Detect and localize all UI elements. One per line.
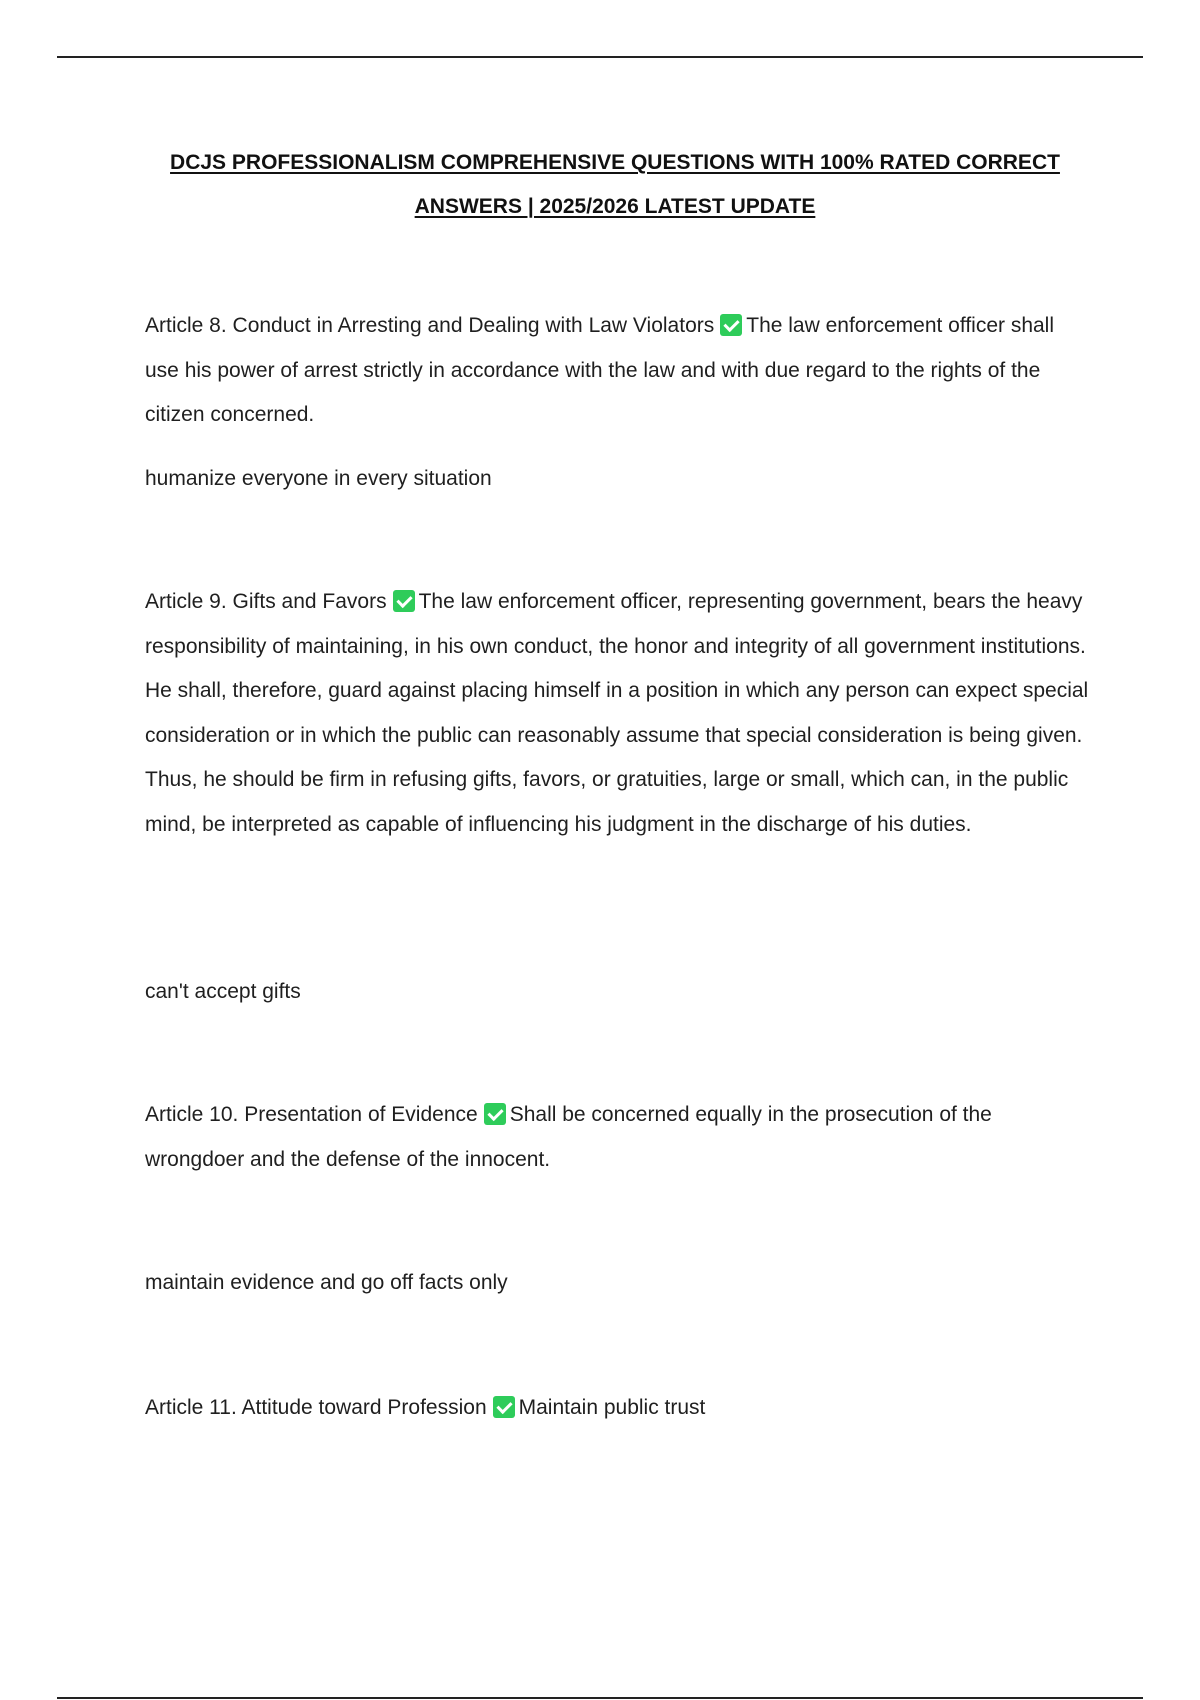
question-text: Article 8. Conduct in Arresting and Dealing with Law Violators: [145, 314, 715, 337]
header-rule: [57, 56, 1143, 58]
study-note: humanize everyone in every situation: [145, 467, 492, 490]
title-line-1: DCJS PROFESSIONALISM COMPREHENSIVE QUESTIONS WITH 100% RATED CORRECT: [170, 151, 1060, 174]
check-mark-icon: [493, 1396, 515, 1418]
qa-entry-article-8: [145, 304, 1090, 438]
footer-rule: [57, 1697, 1143, 1699]
check-mark-icon: [484, 1103, 506, 1125]
qa-entry-article-10: [145, 1093, 1090, 1182]
title-line-2: ANSWERS | 2025/2026 LATEST UPDATE: [414, 195, 816, 218]
page-title: [145, 141, 1085, 229]
qa-entry-article-11: [145, 1386, 1090, 1431]
check-mark-icon: [720, 314, 742, 336]
answer-text: The law enforcement officer shall use his power of arrest strictly in accordance with the law and with due regard to the rights of the citizen concerned.: [145, 314, 1055, 426]
answer-text: Maintain public trust: [518, 1396, 706, 1419]
answer-text: The law enforcement officer, representing government, bears the heavy responsibility of maintaining, in his own conduct, the honor and integrity of all government institutions. He shall, therefore, guard against placing himself in a position in which any person can expect special consideration or in which the public can reasonably assume that special consideration is being given. Thus, he should be firm in refusing gifts, favors, or gratuities, large or small, which can, in the public mind, be interpreted as capable of influencing his judgment in the discharge of his duties.: [145, 590, 1089, 836]
question-text: Article 10. Presentation of Evidence: [145, 1103, 478, 1126]
study-note: maintain evidence and go off facts only: [145, 1271, 508, 1294]
qa-entry-article-9: [145, 580, 1090, 847]
question-text: Article 11. Attitude toward Profession: [145, 1396, 487, 1419]
question-text: Article 9. Gifts and Favors: [145, 590, 387, 613]
check-mark-icon: [393, 590, 415, 612]
answer-text: Shall be concerned equally in the prosecution of the wrongdoer and the defense of the innocent.: [145, 1103, 992, 1171]
study-note: can't accept gifts: [145, 980, 301, 1003]
